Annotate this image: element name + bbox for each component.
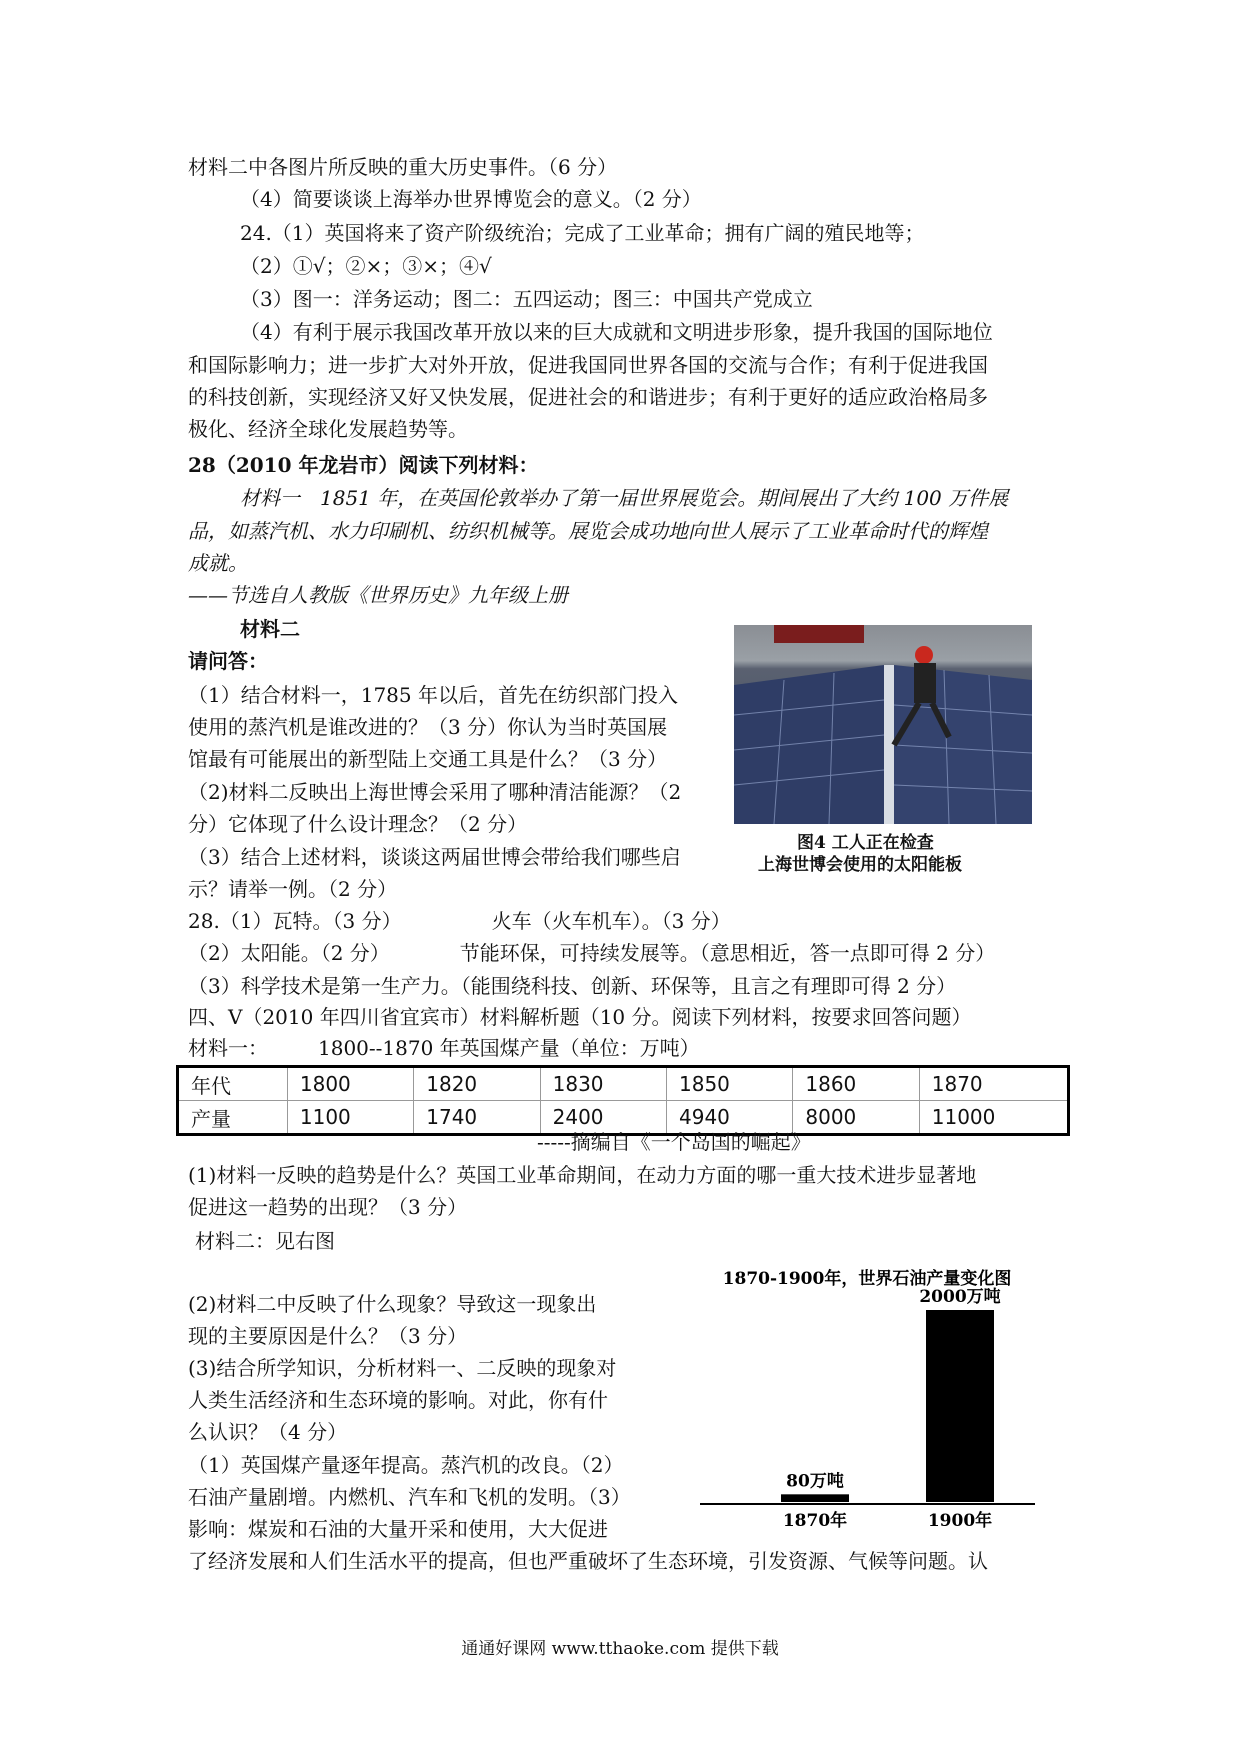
q28-answer-1: 28.（1）瓦特。（3 分） 火车（火车机车）。（3 分）: [188, 909, 731, 933]
q28-material1-line1: 材料一 1851 年，在英国伦敦举办了第一届世界展览会。期间展出了大约 100 万件展: [240, 486, 1009, 510]
q28-answer-2: （2）太阳能。（2 分） 节能环保，可持续发展等。（意思相近，答一点即可得 2 分）: [188, 941, 996, 965]
chart-data-label: 80万吨: [786, 1471, 844, 1492]
q28-material2-label: 材料二: [240, 617, 300, 641]
q4-material2-label: 材料二：见右图: [195, 1229, 335, 1253]
chart-title: 1870-1900年，世界石油产量变化图: [722, 1269, 1012, 1289]
chart-bar: [926, 1310, 994, 1502]
q28-q1-line3: 馆最有可能展出的新型陆上交通工具是什么？（3 分）: [188, 747, 668, 771]
q28-q3-line1: （3）结合上述材料，谈谈这两届世博会带给我们哪些启: [188, 845, 681, 869]
q28-ask-label: 请问答：: [188, 649, 268, 673]
q4-p2-line1: (2)材料二中反映了什么现象？导致这一现象出: [188, 1292, 597, 1316]
q4-answer-line3: 影响：煤炭和石油的大量开采和使用，大大促进: [188, 1517, 608, 1541]
q28-material1-line3: 成就。: [188, 551, 248, 575]
oil-output-chart: [695, 1262, 1040, 1542]
q28-source: ——节选自人教版《世界历史》九年级上册: [188, 583, 568, 607]
table-cell-output: 1100: [287, 1101, 413, 1135]
q28-heading: 28（2010 年龙岩市）阅读下列材料：: [188, 453, 539, 477]
answer-line: （4）简要谈谈上海举办世界博览会的意义。（2 分）: [240, 187, 702, 211]
photo-caption-line1: 图4 工人正在检查: [797, 833, 934, 853]
chart-data-label: 2000万吨: [919, 1287, 1001, 1307]
chart-bar: [781, 1494, 849, 1502]
q4-heading: 四、V（2010 年四川省宜宾市）材料解析题（10 分。阅读下列材料，按要求回答问题）: [188, 1005, 972, 1029]
q4-material1-label: 材料一： 1800--1870 年英国煤产量（单位：万吨）: [188, 1036, 700, 1060]
q4-p3-line3: 么认识？（4 分）: [188, 1420, 348, 1444]
table-cell-output: 1740: [414, 1101, 540, 1135]
answer-line: （2）①√；②×；③×；④√: [240, 254, 492, 278]
answer-line: 的科技创新，实现经济又好又快发展，促进社会的和谐进步；有利于更好的适应政治格局多: [188, 385, 988, 409]
coal-output-table: [176, 1065, 1070, 1136]
table-cell-year: 1850: [667, 1067, 793, 1101]
answer-line: 和国际影响力；进一步扩大对外开放，促进我国同世界各国的交流与合作；有利于促进我国: [188, 353, 988, 377]
q4-answer-line4: 了经济发展和人们生活水平的提高，但也严重破坏了生态环境，引发资源、气候等问题。认: [188, 1549, 988, 1573]
table-cell-year: 1870: [919, 1067, 1068, 1101]
table-cell-year: 1830: [540, 1067, 666, 1101]
table-head-output: 产量: [178, 1101, 288, 1135]
table-cell-output: 11000: [919, 1101, 1068, 1135]
answer-line: （3）图一：洋务运动；图二：五四运动；图三：中国共产党成立: [240, 287, 813, 311]
solar-panel-photo: [734, 625, 1032, 824]
table-cell-year: 1860: [793, 1067, 919, 1101]
answer-line: 极化、经济全球化发展趋势等。: [188, 417, 468, 441]
chart-tick-label: 1900年: [927, 1511, 993, 1531]
chart-tick-label: 1870年: [782, 1511, 848, 1531]
q28-q2-line2: 分）它体现了什么设计理念？（2 分）: [188, 812, 528, 836]
q4-p3-line2: 人类生活经济和生态环境的影响。对此，你有什: [188, 1388, 608, 1412]
table-cell-year: 1800: [287, 1067, 413, 1101]
q4-source: -----摘编自《一个岛国的崛起》: [537, 1130, 811, 1154]
q4-p3-line1: (3)结合所学知识，分析材料一、二反映的现象对: [188, 1356, 617, 1380]
table-head-year: 年代: [178, 1067, 288, 1101]
page-footer: 通通好课网 www.tthaoke.com 提供下载: [461, 1639, 779, 1659]
answer-line: 24.（1）英国将来了资产阶级统治；完成了工业革命；拥有广阔的殖民地等；: [240, 221, 925, 245]
q28-q3-line2: 示？请举一例。（2 分）: [188, 877, 398, 901]
table-row-years: [178, 1067, 1069, 1101]
q4-p1-line2: 促进这一趋势的出现？（3 分）: [188, 1195, 468, 1219]
answer-line: 材料二中各图片所反映的重大历史事件。（6 分）: [188, 155, 618, 179]
table-cell-year: 1820: [414, 1067, 540, 1101]
q28-q1-line1: （1）结合材料一，1785 年以后，首先在纺织部门投入: [188, 683, 678, 707]
photo-caption-line2: 上海世博会使用的太阳能板: [758, 855, 962, 875]
q28-answer-3: （3）科学技术是第一生产力。（能围绕科技、创新、环保等，且言之有理即可得 2 分）: [188, 974, 957, 998]
q4-answer-line2: 石油产量剧增。内燃机、汽车和飞机的发明。（3）: [188, 1485, 631, 1509]
q4-answer-line1: （1）英国煤产量逐年提高。蒸汽机的改良。（2）: [188, 1453, 624, 1477]
q28-material1-line2: 品，如蒸汽机、水力印刷机、纺织机械等。展览会成功地向世人展示了工业革命时代的辉煌: [188, 519, 988, 543]
q4-p2-line2: 现的主要原因是什么？（3 分）: [188, 1324, 468, 1348]
q28-q1-line2: 使用的蒸汽机是谁改进的？（3 分）你认为当时英国展: [188, 715, 668, 739]
table-cell-output: 2400: [540, 1101, 666, 1135]
table-cell-output: 4940: [667, 1101, 793, 1135]
table-cell-output: 8000: [793, 1101, 919, 1135]
q28-q2-line1: （2)材料二反映出上海世博会采用了哪种清洁能源？（2: [188, 780, 682, 804]
q4-p1-line1: (1)材料一反映的趋势是什么？英国工业革命期间，在动力方面的哪一重大技术进步显著地: [188, 1163, 977, 1187]
answer-line: （4）有利于展示我国改革开放以来的巨大成就和文明进步形象，提升我国的国际地位: [240, 320, 993, 344]
